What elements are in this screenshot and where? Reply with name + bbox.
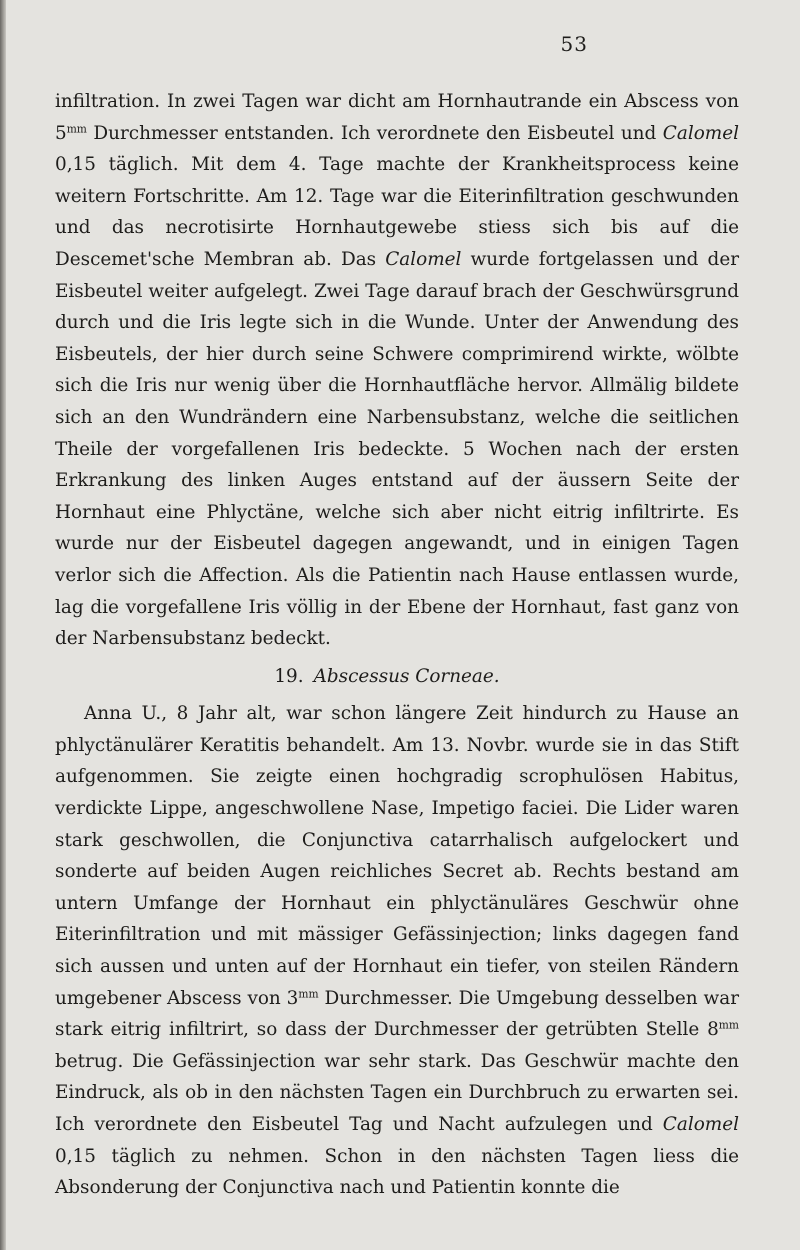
unit-superscript: mm [718,1018,739,1032]
section-heading [55,661,739,693]
drug-name-italic: Calomel [662,122,739,144]
text-run: wurde fortgelassen und der Eisbeutel weiter aufgelegt. Zwei Tage darauf brach der Geschwürsgrund durch und die Iris legte sich in die Wunde. Unter der Anwendung des Eisbeutels, der hier durch seine Schwere comprimirend wirkte, wölbte sich die Iris nur wenig über die Hornhautfläche hervor. Allmälig bildete sich an den Wundrändern eine Narbensubstanz, welche die seitlichen Theile der vorgefallenen Iris bedeckte. 5 Wochen nach der ersten Erkrankung des linken Auges entstand auf der äussern Seite der Hornhaut eine Phlyctäne, welche sich aber nicht eitrig infiltrirte. Es wurde nur der Eisbeutel dagegen angewandt, und in einigen Tagen verlor sich die Affection. Als die Patientin nach Hause entlassen wurde, lag die vorgefallene Iris völlig in der Ebene der Hornhaut, fast ganz von der Narbensubstanz bedeckt. [55,248,739,650]
section-title: Abscessus Corneae. [313,665,500,687]
paragraph-case-continuation [55,86,739,655]
page-number: 53 [560,32,588,56]
page-edge [0,0,6,1250]
section-number: 19. [274,665,304,687]
text-run: Durchmesser entstanden. Ich verordnete den Eisbeutel und [86,122,663,144]
body-text [55,86,739,1204]
unit-superscript: mm [298,987,319,1001]
text-run: betrug. Die Gefässinjection war sehr stark. Das Geschwür machte den Eindruck, als ob in den nächsten Tagen ein Durchbruch zu erwarten sei. Ich verordnete den Eisbeutel Tag und Nacht aufzulegen und [55,1050,739,1135]
text-run: infiltration. In zwei Tagen war dicht am Hornhautrande ein Abscess von 5 [55,91,739,144]
text-run: 0,15 täglich. Mit dem 4. Tage machte der Krankheitsprocess keine weitern Fortschritte. Am 12. Tage war die Eiterinfiltration geschwunden und das necrotisirte Hornhautgewebe stiess sich bis auf die Descemet'sche Membran ab. Das [55,154,739,270]
text-run: Durchmesser. Die Umgebung desselben war stark eitrig infiltrirt, so dass der Durchmesser der getrübten Stelle 8 [55,987,739,1041]
text-run: Anna U., 8 Jahr alt, war schon längere Zeit hindurch zu Hause an phlyctänulärer Keratitis behandelt. Am 13. Novbr. wurde sie in das Stift aufgenommen. Sie zeigte einen hochgradig scrophulösen Habitus, verdickte Lippe, angeschwollene Nase, Impetigo faciei. Die Lider waren stark geschwollen, die Conjunctiva catarrhalisch aufgelockert und sonderte auf beiden Augen reichliches Secret ab. Rechts bestand am untern Umfange der Hornhaut ein phlyctänuläres Geschwür ohne Eiterinfiltration und mit mässiger Gefässinjection; links dagegen fand sich aussen und unten auf der Hornhaut ein tiefer, von steilen Rändern umgebener Abscess von 3 [55,703,739,1009]
paragraph-case-19 [55,698,739,1204]
unit-superscript: mm [66,121,87,135]
drug-name-italic: Calomel [385,248,462,270]
drug-name-italic: Calomel [662,1114,739,1135]
text-run: 0,15 täglich zu nehmen. Schon in den nächsten Tagen liess die Absonderung der Conjunctiva nach und Patientin konnte die [55,1145,739,1199]
